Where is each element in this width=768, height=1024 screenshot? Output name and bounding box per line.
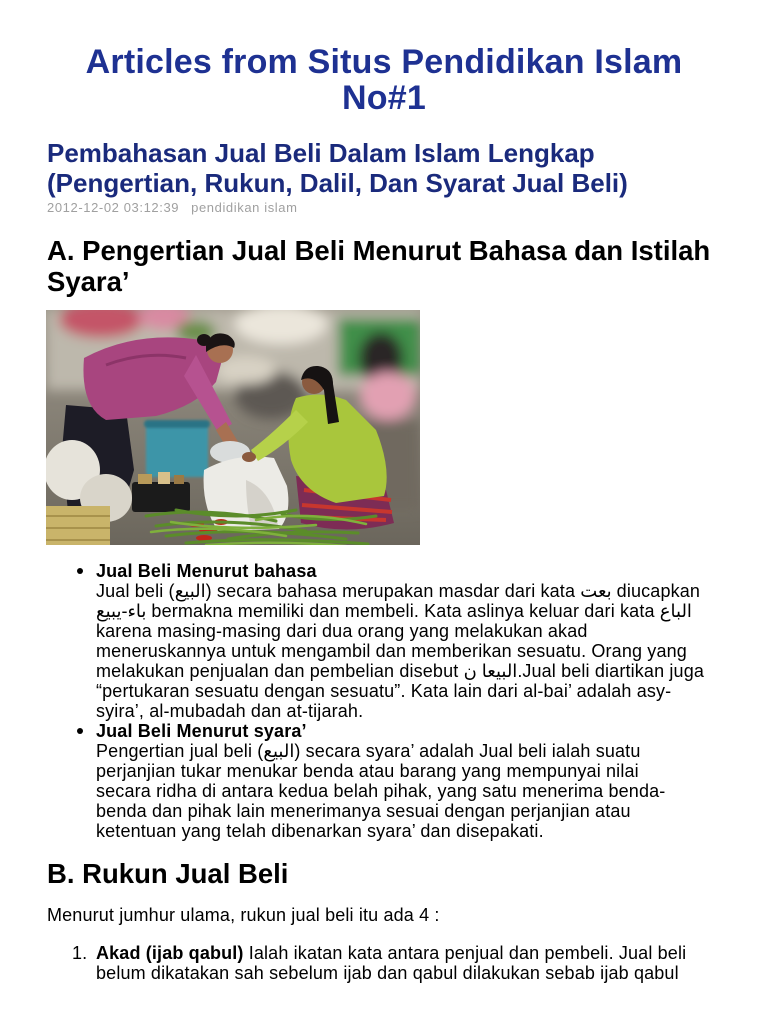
list-item-text: “pertukaran sesuatu dengan sesuatu”. Kata lain dari al-bai’ adalah asy- [96,681,672,701]
section-heading: A. Pengertian Jual Beli Menurut Bahasa dan Istilah Syara’ [47,235,711,297]
list-item-text: Jual beli (البيع) secara bahasa merupakan masdar dari kata بعت diucapkan [96,581,701,601]
numbered-item-text: belum dikatakan sah sebelum ijab dan qabul dilakukan sebab ijab qabul [96,963,679,983]
numbered-list [72,943,687,983]
article-meta [47,200,298,216]
list-item-label: Jual Beli Menurut bahasa [96,561,317,581]
item-number: 1. [72,943,88,963]
list-item-text: syira’, al-mubadah dan at-tijarah. [96,701,364,721]
section-intro: Menurut jumhur ulama, rukun jual beli itu ada 4 : [47,905,440,925]
list-item-label: Jual Beli Menurut syara’ [96,721,307,741]
definition-list [96,561,704,841]
list-item [96,561,704,721]
article-category: pendidikan islam [191,200,298,215]
list-item-text: secara ridha di antara kedua belah pihak, yang satu menerima benda- [96,781,666,801]
bullet-dot [77,568,83,574]
numbered-item-label: Akad (ijab qabul) [96,943,244,963]
list-item-text: Pengertian jual beli (البيع) secara syara’ adalah Jual beli ialah suatu [96,741,641,761]
article-date: 2012-12-02 03:12:39 [47,200,180,215]
market-photo-illustration [46,310,420,545]
list-item-text: perjanjian tukar menukar benda atau barang yang mempunyai nilai [96,761,639,781]
list-item [96,721,704,841]
list-item-text: melakukan penjualan dan pembelian disebut البيعا ن.Jual beli diartikan juga [96,661,705,681]
list-item-text: ketentuan yang telah dibenarkan syara’ dan disepakati. [96,821,544,841]
document-title: Articles from Situs Pendidikan Islam No#1 [85,43,683,117]
numbered-item [72,943,687,983]
article-photo [46,310,420,545]
blue-basin [144,420,210,477]
list-item-text: باء-يبيع bermakna memiliki dan membeli. Kata aslinya keluar dari kata الباع [96,601,692,621]
section-heading: B. Rukun Jual Beli [47,858,289,889]
list-item-text: meneruskannya untuk mengambil dan memberikan sesuatu. Orang yang [96,641,687,661]
list-item-text: karena masing-masing dari dua orang yang melakukan akad [96,621,588,641]
bullet-dot [77,728,83,734]
numbered-item-text: Ialah ikatan kata antara penjual dan pembeli. Jual beli [248,943,687,963]
list-item-text: benda dan pihak lain menerimanya sesuai dengan perjanjian atau [96,801,631,821]
article-title: Pembahasan Jual Beli Dalam Islam Lengkap (Pengertian, Rukun, Dalil, Dan Syarat Jual Beli) [47,138,628,198]
